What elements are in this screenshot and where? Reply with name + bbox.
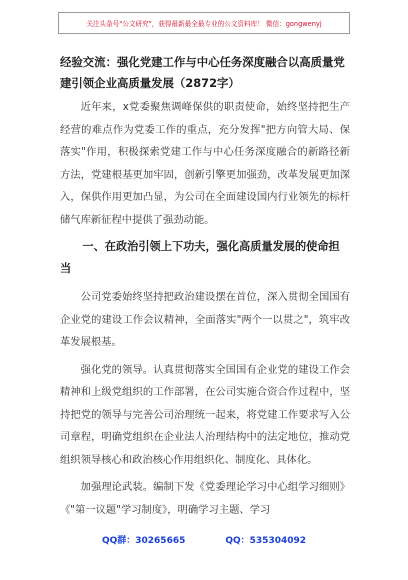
paragraph-political: 公司党委始终坚持把政治建设摆在首位，深入贯彻全国国有企业党的建设工作会议精神，全面落实"两个一以贯之"，筑牢改革发展根基。 (60, 291, 350, 348)
paragraph-theory: 加强理论武装。编制下发《党委理论学习中心组学习细则》《"第一议题"学习制度》，明确学习主题、学习 (60, 481, 350, 516)
top-banner (58, 12, 350, 34)
paragraph-leadership: 强化党的领导。认真贯彻落实全国国有企业党的建设工作会精神和上级党组织的工作部署，在公司实施合资合作过程中，坚持把党的领导与完善公司治理统一起来，将党建工作要求写入公司章程，明确党组织在企业法人治理结构中的法定地位，推动党组织领导核心和政治核心作用组织化、制度化、具体化。 (60, 363, 350, 466)
document-body (60, 52, 350, 526)
document-title: 经验交流：强化党建工作与中心任务深度融合以高质量党建引领企业高质量发展（2872字） (60, 55, 345, 90)
footer-qq: QQ：535304092 (225, 536, 307, 546)
footer-qq-group: QQ群：30265665 (101, 536, 186, 546)
section-heading: 一、在政治引领上下功夫，强化高质量发展的使命担当 (60, 240, 340, 275)
footer-contact (0, 533, 408, 551)
paragraph-intro: 近年来，x党委聚焦调峰保供的职责使命，始终坚持把生产经营的难点作为党委工作的重点，充分发挥"把方向管大局、保落实"作用，积极探索党建工作与中心任务深度融合的新路径新方法，党建根基更加牢固，创新引擎更加强劲，改革发展更加深入，保供作用更加凸显，为公司在全面建设国内行业领先的标杆储气库新征程中提供了强劲动能。 (60, 101, 350, 226)
banner-text: 关注头条号"公文研究"，获得最新最全最专业的公文资料库！ 微信：gongwenyj (86, 20, 322, 28)
